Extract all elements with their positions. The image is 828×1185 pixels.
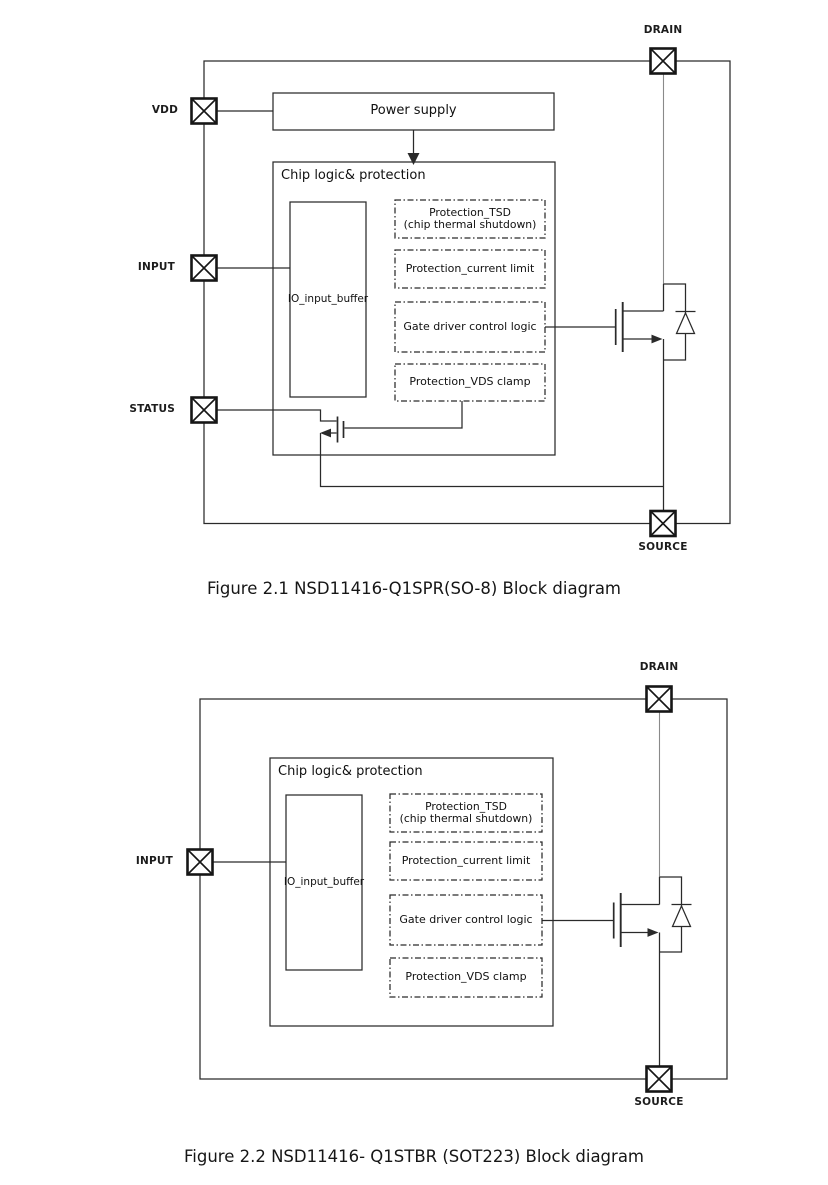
figure2-tsd-line2: (chip thermal shutdown): [399, 812, 533, 825]
figure1-power-arrowhead: [408, 153, 420, 165]
figure1-drain-pin-label: DRAIN: [643, 24, 683, 36]
figure1-status-drain-wire: [217, 410, 337, 421]
figure2-vds-clamp-label: Protection_VDS clamp: [405, 970, 527, 984]
figure1-tsd-line1: Protection_TSD: [429, 205, 511, 219]
figure1-status-gate-wire: [345, 401, 463, 428]
figure2-pin-symbols: [188, 687, 672, 1092]
figure1-source-pin-icon: [651, 511, 676, 536]
figure1-mosfet-source-arrowhead: [652, 335, 663, 344]
figure1-gate-driver-label: Gate driver control logic: [403, 319, 537, 333]
figure2-input-pin-icon: [188, 850, 213, 875]
vdd-pin-label: VDD: [151, 104, 178, 116]
figure2-drain-pin-icon: [647, 687, 672, 712]
figure1-diode-triangle: [677, 313, 695, 334]
figure2-input-pin-label: INPUT: [135, 855, 173, 867]
figure1-tsd-line2: (chip thermal shutdown): [403, 218, 537, 231]
figure1-vds-clamp-label: Protection_VDS clamp: [409, 375, 531, 389]
figure2-mosfet-source-arrowhead: [648, 928, 659, 937]
figure2-outer-box: [200, 699, 727, 1079]
figure1-io-buffer-label: IO_input_buffer: [287, 293, 369, 306]
figure1-source-pin-label: SOURCE: [638, 541, 688, 553]
figure2-current-limit-label: Protection_current limit: [401, 853, 531, 867]
figure1-status-feedback-wire: [321, 433, 664, 487]
status-pin-icon: [192, 398, 217, 423]
figure2-io-buffer-label: IO_input_buffer: [283, 876, 365, 889]
figure2-diode-triangle: [673, 906, 691, 927]
figure1-chip-logic-label: Chip logic& protection: [281, 168, 426, 183]
figure1-status-source-arrowhead: [320, 429, 331, 438]
figure1-input-pin-label: INPUT: [137, 261, 175, 273]
status-pin-label: STATUS: [129, 403, 175, 415]
figure2-tsd-line1: Protection_TSD: [425, 799, 507, 813]
figure1-current-limit-label: Protection_current limit: [405, 261, 535, 275]
figure2-diagram: [188, 687, 728, 1092]
figure2-gate-driver-label: Gate driver control logic: [399, 912, 533, 926]
figure2-arrowheads: [648, 928, 659, 937]
figure2-source-pin-icon: [647, 1067, 672, 1092]
figure2-caption: Figure 2.2 NSD11416- Q1STBR (SOT223) Block diagram: [183, 1147, 645, 1166]
figure1-caption: Figure 2.1 NSD11416-Q1SPR(SO-8) Block diagram: [206, 579, 622, 598]
figure2-tsd-label: [390, 794, 542, 832]
vdd-pin-icon: [192, 99, 217, 124]
figure1-power-supply-label: Power supply: [370, 103, 457, 119]
figure2-chip-logic-label: Chip logic& protection: [278, 764, 423, 779]
figure1-tsd-label: [395, 200, 545, 238]
input-pin-icon: [192, 256, 217, 281]
figure2-drain-pin-label: DRAIN: [639, 661, 679, 673]
figure2-source-pin-label: SOURCE: [634, 1096, 684, 1108]
figure1-drain-pin-icon: [651, 49, 676, 74]
